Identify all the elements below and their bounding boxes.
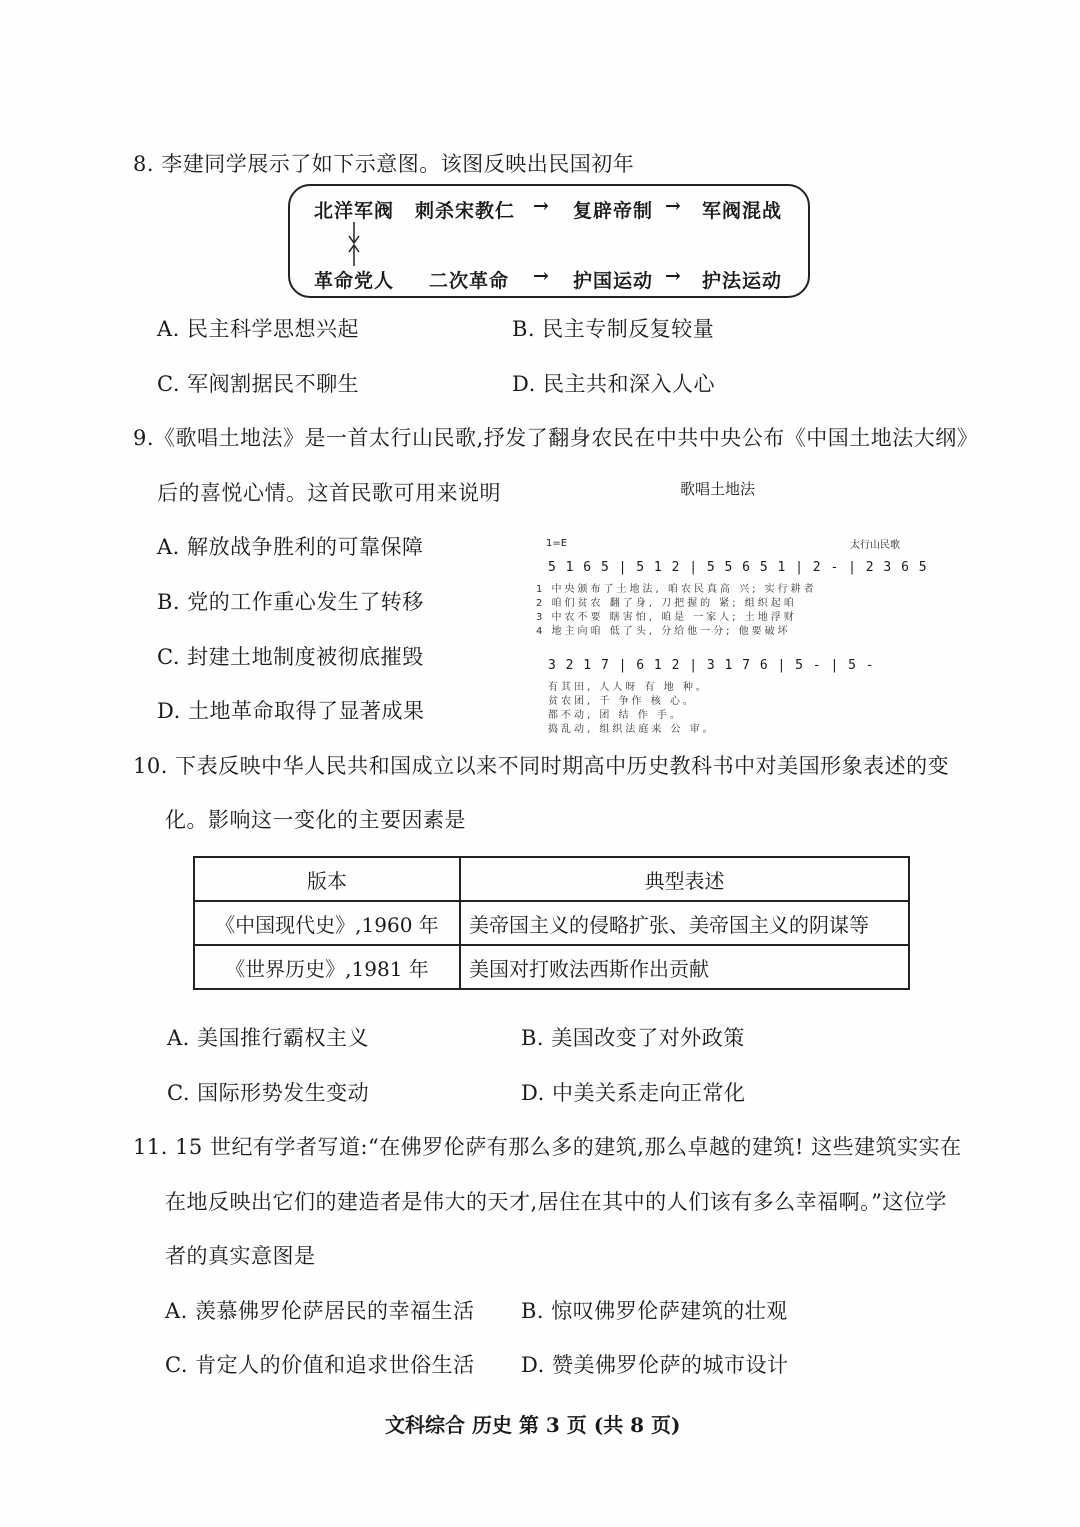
- table-header: 版本: [194, 857, 460, 901]
- song-score: [530, 472, 930, 737]
- q10-table: [193, 856, 910, 990]
- q10-option-a[interactable]: A. 美国推行霸权主义: [167, 1026, 370, 1050]
- lyric-line: 捣乱动, 组织法庭来 公 审。: [548, 724, 716, 735]
- q11-option-a[interactable]: A. 羡慕佛罗伦萨居民的幸福生活: [165, 1299, 475, 1323]
- arrow-icon: →: [665, 265, 682, 287]
- diagram-bottom-step-2: 护国运动: [573, 270, 654, 292]
- q8-option-d[interactable]: D. 民主共和深入人心: [512, 372, 715, 396]
- table-header-row: [194, 857, 909, 901]
- lyric-line: 贫农团, 千 争作 核 心。: [548, 696, 696, 707]
- arrow-icon: →: [665, 195, 682, 217]
- q11-stem-line1: 11. 15 世纪有学者写道:“在佛罗伦萨有那么多的建筑,那么卓越的建筑! 这些建筑实实在: [133, 1135, 962, 1159]
- q11-option-d[interactable]: D. 赞美佛罗伦萨的城市设计: [521, 1353, 789, 1377]
- q10-option-d[interactable]: D. 中美关系走向正常化: [521, 1081, 746, 1105]
- diagram-top-left: 北洋军阀: [314, 200, 395, 222]
- diagram-bottom-step-3: 护法运动: [702, 270, 783, 292]
- song-key: 1=E: [546, 538, 568, 549]
- diagram-top-step-1: 刺杀宋教仁: [415, 200, 516, 222]
- diagram-top-step-2: 复辟帝制: [573, 200, 654, 222]
- notes-row-1: 5 1 6 5 | 5 1 2 | 5 5 6 5 1 | 2 - | 2 3 6 5: [548, 560, 928, 575]
- table-header: 典型表述: [460, 857, 909, 901]
- q9-option-a[interactable]: A. 解放战争胜利的可靠保障: [157, 535, 424, 559]
- q9-stem-line1: 9.《歌唱土地法》是一首太行山民歌,抒发了翻身农民在中共中央公布《中国土地法大纲》: [133, 426, 979, 450]
- q11-option-c[interactable]: C. 肯定人的价值和追求世俗生活: [165, 1353, 475, 1377]
- q9-option-b[interactable]: B. 党的工作重心发生了转移: [157, 590, 424, 614]
- vertical-arrows-icon: [346, 222, 362, 266]
- lyric-line: 1 中央颁布了土地法, 咱农民真高 兴; 实行耕者: [536, 584, 817, 595]
- diagram-bottom-step-1: 二次革命: [429, 270, 510, 292]
- lyric-line: 2 咱们贫农 翻了身, 刀把握的 紧; 组织起咱: [536, 598, 797, 609]
- q11-stem-line2: 在地反映出它们的建造者是伟大的天才,居住在其中的人们该有多么幸福啊。”这位学: [165, 1190, 947, 1214]
- notes-row-2: 3 2 1 7 | 6 1 2 | 3 1 7 6 | 5 - | 5 -: [548, 658, 875, 673]
- q9-stem-line2: 后的喜悦心情。这首民歌可用来说明: [157, 481, 501, 505]
- q11-stem-line3: 者的真实意图是: [165, 1244, 316, 1268]
- arrow-icon: →: [533, 265, 550, 287]
- table-row: [194, 901, 909, 945]
- lyric-line: 3 中农不要 瞎害怕, 咱是 一家人; 土地浮财: [536, 612, 797, 623]
- q11-option-b[interactable]: B. 惊叹佛罗伦萨建筑的壮观: [521, 1299, 788, 1323]
- q10-stem-line1: 10. 下表反映中华人民共和国成立以来不同时期高中历史教科书中对美国形象表述的变: [133, 754, 950, 778]
- diagram-top-step-3: 军阀混战: [702, 200, 783, 222]
- table-cell: 《中国现代史》,1960 年: [194, 901, 460, 945]
- table-cell: 《世界历史》,1981 年: [194, 945, 460, 989]
- q10-option-b[interactable]: B. 美国改变了对外政策: [521, 1026, 745, 1050]
- q8-option-c[interactable]: C. 军阀割据民不聊生: [157, 372, 360, 396]
- q9-option-d[interactable]: D. 土地革命取得了显著成果: [157, 699, 425, 723]
- lyric-line: 4 地主向咱 低了头, 分给他一分; 他要破坏: [536, 626, 791, 637]
- song-source: 太行山民歌: [850, 540, 900, 551]
- q10-stem-line2: 化。影响这一变化的主要因素是: [165, 808, 466, 832]
- q8-option-b[interactable]: B. 民主专制反复较量: [512, 317, 715, 341]
- table-cell: 美国对打败法西斯作出贡献: [460, 945, 909, 989]
- q8-option-a[interactable]: A. 民主科学思想兴起: [157, 317, 360, 341]
- q9-option-c[interactable]: C. 封建土地制度被彻底摧毁: [157, 645, 424, 669]
- table-row: [194, 945, 909, 989]
- q10-option-c[interactable]: C. 国际形势发生变动: [167, 1081, 370, 1105]
- lyric-line: 都不动, 团 结 作 手。: [548, 710, 683, 721]
- song-title: 歌唱土地法: [680, 480, 756, 498]
- table-cell: 美帝国主义的侵略扩张、美帝国主义的阴谋等: [460, 901, 909, 945]
- arrow-icon: →: [533, 195, 550, 217]
- q8-stem: 8. 李建同学展示了如下示意图。该图反映出民国初年: [133, 152, 635, 176]
- page-footer: 文科综合 历史 第 3 页 (共 8 页): [385, 1413, 681, 1437]
- diagram-bottom-left: 革命党人: [314, 270, 395, 292]
- lyric-line: 有其田, 人人呀 有 地 种。: [548, 682, 709, 693]
